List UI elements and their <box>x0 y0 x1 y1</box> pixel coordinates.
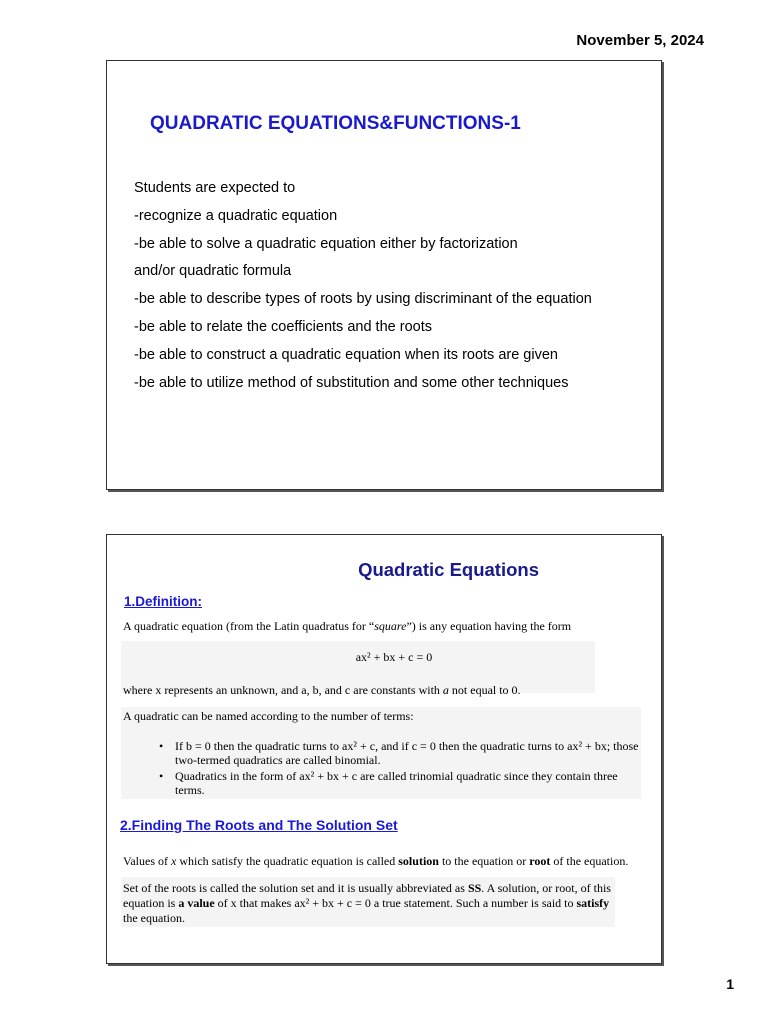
document-date: November 5, 2024 <box>576 32 704 49</box>
bullet-list <box>159 739 649 799</box>
slide-title: QUADRATIC EQUATIONS&FUNCTIONS-1 <box>150 113 521 134</box>
objective-line: Students are expected to <box>134 180 296 196</box>
objective-line: -be able to solve a quadratic equation either by factorization <box>134 235 518 252</box>
objective-line: -recognize a quadratic equation <box>134 207 338 224</box>
solution-definition-text: Values of x which satisfy the quadratic equation is called solution to the equation or root of the equation. <box>123 854 629 868</box>
list-item: • If b = 0 then the quadratic turns to ax² + c, and if c = 0 then the quadratic turns to ax² + bx; those two-termed quadratics are called binomial. <box>159 739 649 767</box>
named-text: A quadratic can be named according to the number of terms: <box>123 709 414 723</box>
slide-title: Quadratic Equations <box>358 559 539 580</box>
objective-line: -be able to utilize method of substitution and some other techniques <box>134 374 569 391</box>
slide-objectives <box>106 60 662 490</box>
slide-quadratic-equations <box>106 534 662 964</box>
where-text: where x represents an unknown, and a, b, and c are constants with a not equal to 0. <box>123 683 521 697</box>
definition-text: A quadratic equation (from the Latin quadratus for “square”) is any equation having the form <box>123 619 572 633</box>
definition-heading: 1.Definition: <box>124 594 202 609</box>
list-item: • Quadratics in the form of ax² + bx + c are called trinomial quadratic since they contain three terms. <box>159 769 649 797</box>
objective-line: and/or quadratic formula <box>134 263 292 280</box>
solution-set-text: Set of the roots is called the solution set and it is usually abbreviated as SS. A solution, or root, of this equation is a value of x that makes ax² + bx + c = 0 a true statement. Such a number is said to satisfy the equation. <box>123 881 611 925</box>
page-number: 1 <box>726 976 734 992</box>
roots-heading: 2.Finding The Roots and The Solution Set <box>120 817 398 833</box>
objectives-list <box>134 175 592 397</box>
objective-line: -be able to relate the coefficients and the roots <box>134 318 432 335</box>
objective-line: -be able to construct a quadratic equation when its roots are given <box>134 346 558 363</box>
quadratic-formula: ax² + bx + c = 0 <box>355 650 433 664</box>
objective-line: -be able to describe types of roots by using discriminant of the equation <box>134 291 592 308</box>
